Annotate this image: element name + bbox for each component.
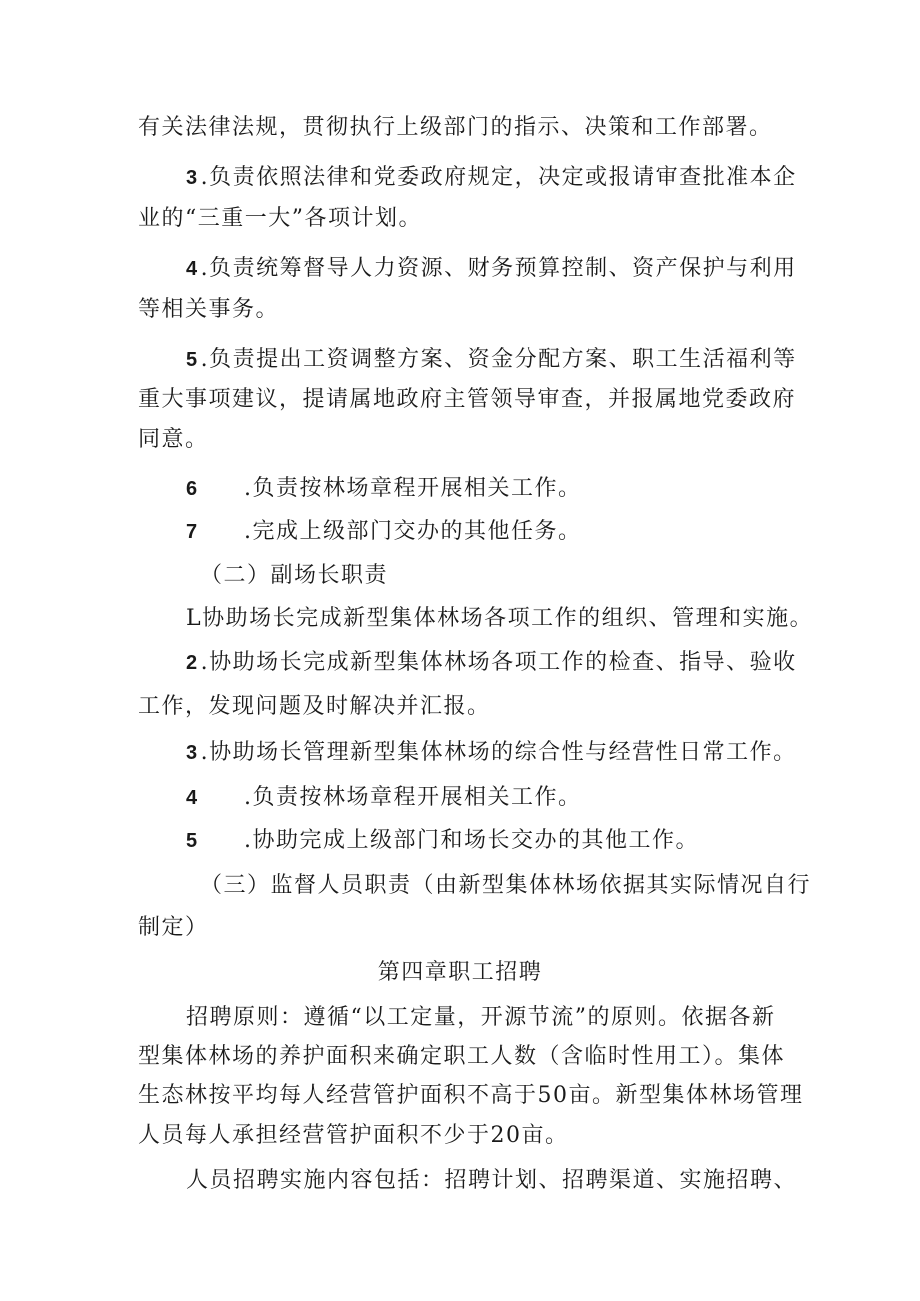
list-item xyxy=(186,604,814,634)
body-line xyxy=(138,1081,804,1111)
body-line xyxy=(138,1121,798,1151)
section-heading xyxy=(200,871,812,901)
line-text: 招聘原则：遵循“以工定量，开源节流”的原则。依据各新 xyxy=(186,1005,776,1030)
chapter-title xyxy=(0,958,920,988)
line-text: 制定） xyxy=(138,915,209,940)
item-number: 4 xyxy=(186,258,199,280)
body-line xyxy=(138,113,798,143)
line-text: 有关法律法规，贯彻执行上级部门的指示、决策和工作部署。 xyxy=(138,115,773,140)
item-number: 3 xyxy=(186,742,199,764)
body-line xyxy=(138,692,798,722)
line-text: 业的“三重一大”各项计划。 xyxy=(138,206,422,231)
line-text: 生态林按平均每人经营管护面积不高于50亩。新型集体林场管理 xyxy=(138,1083,804,1108)
body-line xyxy=(138,385,798,415)
line-text: .协助场长管理新型集体林场的综合性与经营性日常工作。 xyxy=(200,740,797,765)
item-number: 4 xyxy=(186,787,199,809)
list-item xyxy=(186,783,798,813)
line-text: 同意。 xyxy=(138,427,209,452)
line-text: .负责按林场章程开展相关工作。 xyxy=(244,476,582,501)
line-text: 人员招聘实施内容包括：招聘计划、招聘渠道、实施招聘、 xyxy=(186,1168,798,1193)
line-text: .负责提出工资调整方案、资金分配方案、职工生活福利等 xyxy=(200,347,797,372)
body-line xyxy=(138,913,798,943)
line-text: .负责统筹督导人力资源、财务预算控制、资产保护与利用 xyxy=(200,256,797,281)
list-item xyxy=(186,517,798,547)
body-line xyxy=(138,295,798,325)
line-text: .负责依照法律和党委政府规定，决定或报请审查批准本企 xyxy=(200,165,797,190)
line-text: （二）副场长职责 xyxy=(200,563,389,588)
body-line xyxy=(186,1003,798,1033)
body-line xyxy=(138,204,798,234)
list-item xyxy=(186,254,798,284)
item-number: 5 xyxy=(186,830,199,852)
body-line xyxy=(138,1042,798,1072)
list-item xyxy=(186,163,798,193)
list-item xyxy=(186,345,798,375)
item-number: 2 xyxy=(186,652,199,674)
line-text: .负责按林场章程开展相关工作。 xyxy=(244,785,582,810)
list-item xyxy=(186,826,798,856)
line-text: 重大事项建议，提请属地政府主管领导审查，并报属地党委政府 xyxy=(138,387,797,412)
item-number: 3 xyxy=(186,167,199,189)
section-heading xyxy=(200,561,798,591)
list-item xyxy=(186,738,798,768)
body-line xyxy=(138,425,798,455)
item-number: 6 xyxy=(186,478,199,500)
line-text: 等相关事务。 xyxy=(138,297,280,322)
line-text: 人员每人承担经营管护面积不少于20亩。 xyxy=(138,1123,569,1148)
item-number: 5 xyxy=(186,349,199,371)
item-number: 7 xyxy=(186,521,199,543)
line-text: 型集体林场的养护面积来确定职工人数（含临时性用工）。集体 xyxy=(138,1044,786,1069)
line-text: .完成上级部门交办的其他任务。 xyxy=(244,519,582,544)
line-text: 工作，发现问题及时解决并汇报。 xyxy=(138,694,491,719)
line-text: （三）监督人员职责（由新型集体林场依据其实际情况自行 xyxy=(200,873,812,898)
line-text: .协助场长完成新型集体林场各项工作的检查、指导、验收 xyxy=(200,650,797,675)
list-item xyxy=(186,474,798,504)
line-text: 第四章职工招聘 xyxy=(377,960,543,985)
list-item xyxy=(186,648,798,678)
line-text: .协助完成上级部门和场长交办的其他工作。 xyxy=(244,828,699,853)
body-line xyxy=(186,1166,798,1196)
line-text: L协助场长完成新型集体林场各项工作的组织、管理和实施。 xyxy=(186,606,814,631)
